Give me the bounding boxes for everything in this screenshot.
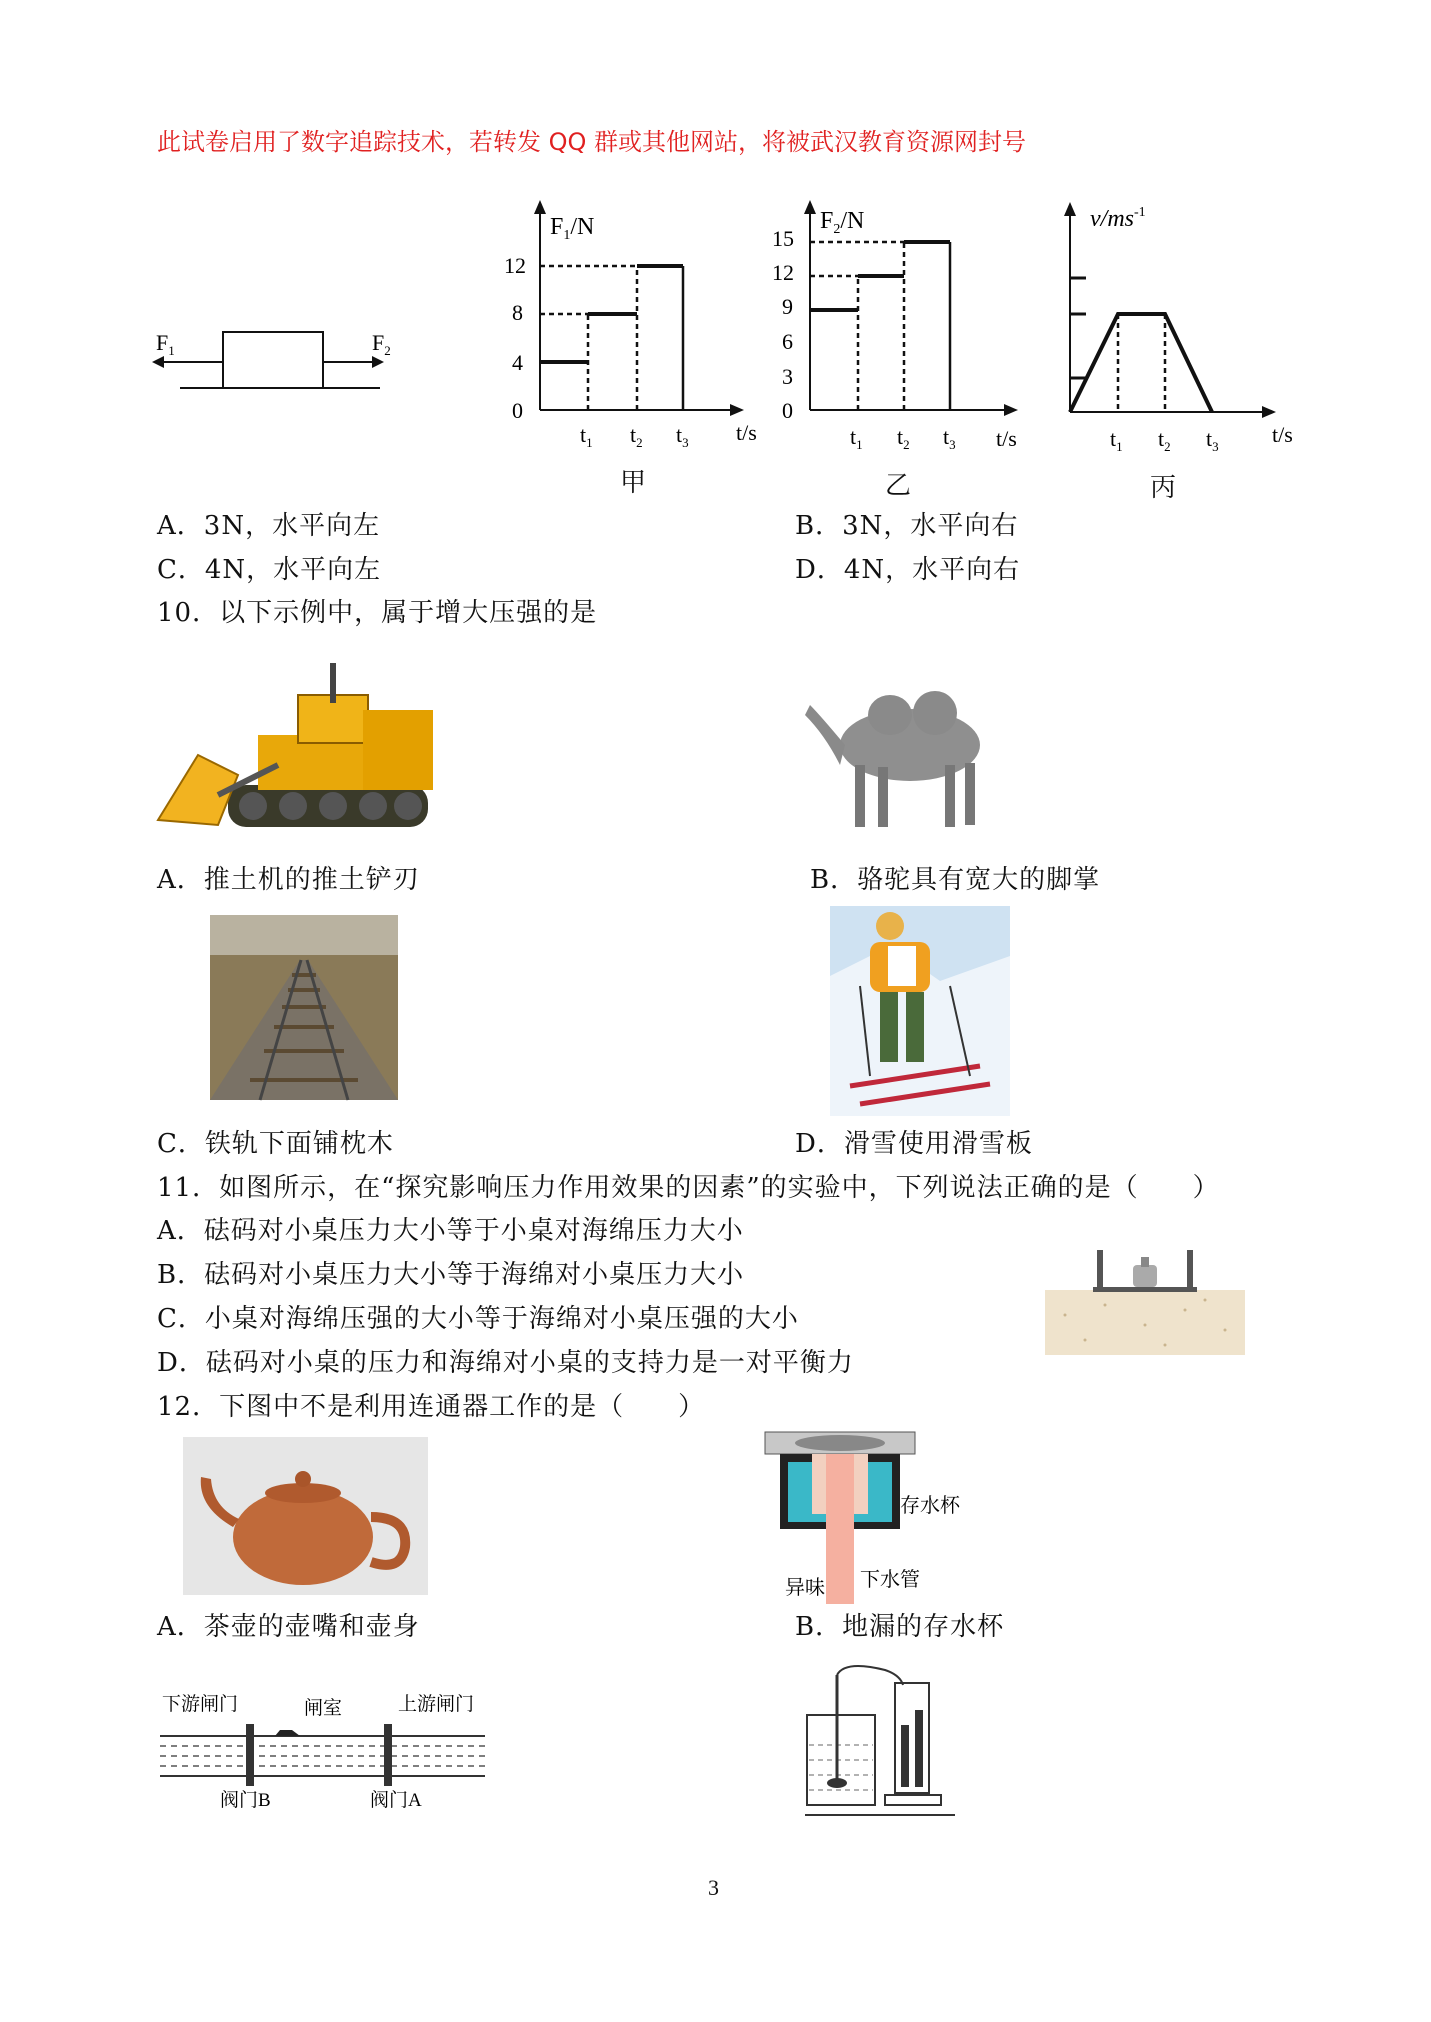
graph-jia-ytick: 4: [512, 350, 523, 375]
graph-bing: [1040, 196, 1320, 466]
teapot-image: [183, 1437, 428, 1595]
graph-yi-xlabel: t/s: [996, 426, 1017, 451]
skier-image: [830, 906, 1010, 1116]
graph-yi: [770, 196, 1060, 466]
graph-yi-ytick: 3: [782, 364, 793, 389]
floor-drain-image: [760, 1432, 970, 1607]
q10-option-a[interactable]: A．推土机的推土铲刃: [157, 865, 420, 895]
graph-yi-ytick: 0: [782, 398, 793, 423]
graph-yi-ytick: 15: [772, 226, 794, 251]
q12-stem: 12．下图中不是利用连通器工作的是（ ）: [157, 1392, 706, 1422]
graph-jia: [500, 196, 780, 456]
graph-yi-xtick: $t_2$: [897, 424, 910, 452]
graph-yi-ylabel: $F_2/N$: [820, 208, 865, 237]
graph-jia-ytick: 8: [512, 300, 523, 325]
drain-cup-label: 存水杯: [900, 1495, 960, 1517]
lock-upstream-label: 上游闸门: [398, 1694, 475, 1715]
q11-option-b[interactable]: B．砝码对小桌压力大小等于海绵对小桌压力大小: [157, 1260, 745, 1290]
lock-chamber-label: 闸室: [304, 1698, 343, 1719]
q11-option-d[interactable]: D．砝码对小桌的压力和海绵对小桌的支持力是一对平衡力: [157, 1348, 854, 1378]
graph-bing-xtick: $t_2$: [1158, 426, 1171, 454]
graph-jia-ytick: 12: [504, 253, 526, 278]
q12-option-b[interactable]: B．地漏的存水杯: [795, 1612, 1005, 1642]
graph-bing-caption: 丙: [1150, 473, 1177, 503]
q11-stem: 11．如图所示，在“探究影响压力作用效果的因素”的实验中，下列说法正确的是（ ）: [157, 1173, 1220, 1203]
graph-yi-ytick: 12: [772, 260, 794, 285]
graph-yi-caption: 乙: [885, 471, 912, 501]
graph-yi-ytick: 9: [782, 294, 793, 319]
bulldozer-image: [158, 655, 443, 835]
f2-label: $F_2$: [372, 330, 391, 358]
q10-stem: 10．以下示例中，属于增大压强的是: [157, 598, 598, 628]
graph-jia-xtick: $t_2$: [630, 422, 643, 450]
lock-valve-b-label: 阀门B: [220, 1790, 271, 1811]
graph-bing-velocity-line: [1070, 314, 1212, 412]
camel-image: [800, 675, 1005, 835]
graph-yi-xtick: $t_3$: [943, 424, 956, 452]
q11-option-a[interactable]: A．砝码对小桌压力大小等于小桌对海绵压力大小: [157, 1216, 744, 1246]
q9-option-d[interactable]: D．4N，水平向右: [795, 555, 1021, 585]
drain-smell-label: 异味: [785, 1577, 825, 1599]
ship-lock-image: [160, 1686, 485, 1811]
q12-option-a[interactable]: A．茶壶的壶嘴和壶身: [157, 1612, 420, 1642]
watermark-notice: 此试卷启用了数字追踪技术，若转发 QQ 群或其他网站，将被武汉教育资源网封号: [157, 128, 1027, 156]
lock-valve-a-label: 阀门A: [370, 1790, 422, 1811]
sponge-table-image: [1045, 1245, 1245, 1360]
graph-jia-caption: 甲: [620, 468, 647, 498]
graph-jia-xtick: $t_1$: [580, 422, 593, 450]
drain-pipe-label: 下水管: [860, 1569, 920, 1591]
graph-jia-xtick: $t_3$: [676, 422, 689, 450]
q10-option-b[interactable]: B．骆驼具有宽大的脚掌: [810, 865, 1101, 895]
graph-jia-ylabel: $F_1/N$: [550, 214, 595, 243]
graph-yi-xtick: $t_1$: [850, 424, 863, 452]
page-number: 3: [708, 1875, 719, 1900]
railway-image: [210, 915, 398, 1100]
q11-option-c[interactable]: C．小桌对海绵压强的大小等于海绵对小桌压强的大小: [157, 1304, 799, 1334]
graph-jia-xlabel: t/s: [736, 420, 757, 445]
graph-bing-xlabel: t/s: [1272, 422, 1293, 447]
force-block-diagram: [150, 320, 390, 400]
q10-option-c[interactable]: C．铁轨下面铺枕木: [157, 1129, 394, 1159]
u-tube-pressure-gauge-image: [805, 1655, 955, 1820]
graph-jia-ytick: 0: [512, 398, 523, 423]
q10-option-d[interactable]: D．滑雪使用滑雪板: [795, 1129, 1033, 1159]
q9-option-c[interactable]: C．4N，水平向左: [157, 555, 382, 585]
graph-bing-xtick: $t_1$: [1110, 426, 1123, 454]
lock-downstream-label: 下游闸门: [162, 1694, 239, 1715]
q9-option-a[interactable]: A．3N，水平向左: [157, 511, 381, 541]
graph-bing-ylabel: $v/ms^{-1}$: [1090, 205, 1146, 232]
graph-yi-ytick: 6: [782, 329, 793, 354]
q9-option-b[interactable]: B．3N，水平向右: [795, 511, 1019, 541]
f1-label: $F_1$: [156, 330, 175, 358]
graph-bing-xtick: $t_3$: [1206, 426, 1219, 454]
